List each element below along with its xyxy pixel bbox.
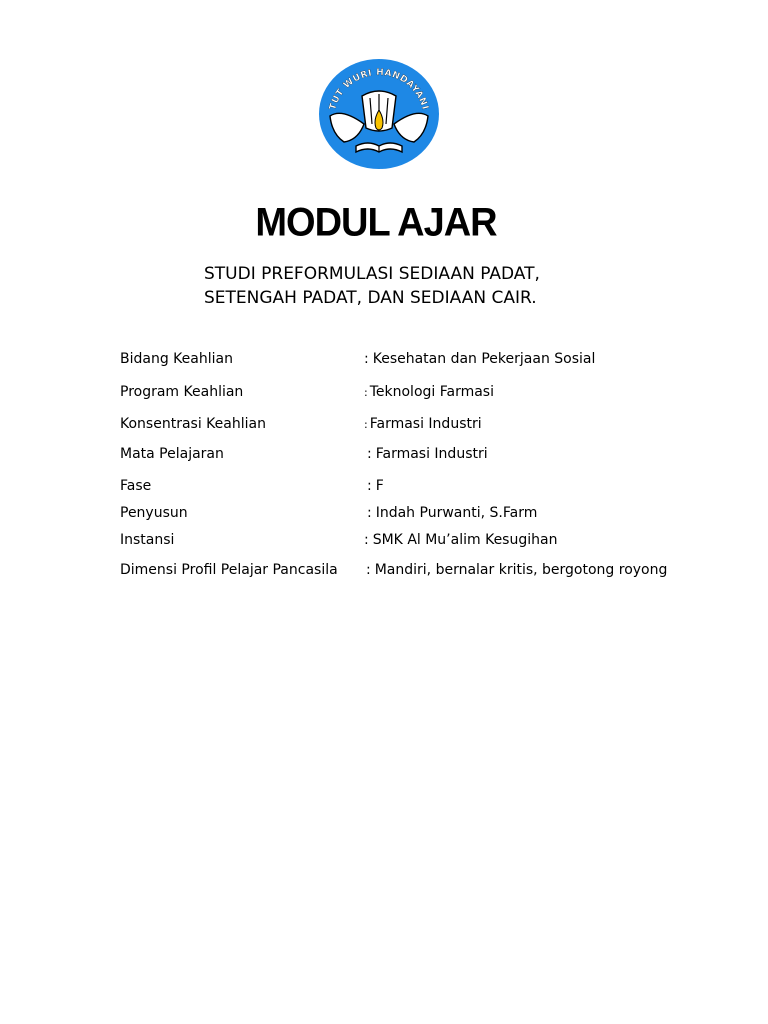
info-row-fase: [0, 476, 768, 496]
tut-wuri-handayani-logo-icon: [318, 58, 440, 170]
info-value: : Mandiri, bernalar kritis, bergotong royong: [366, 562, 668, 578]
info-label: Dimensi Profil Pelajar Pancasila: [120, 562, 338, 578]
info-label: Mata Pelajaran: [120, 446, 224, 462]
info-value: : F: [367, 478, 384, 494]
info-row-mata-pelajaran: [0, 444, 768, 464]
info-label: Penyusun: [120, 505, 188, 521]
subtitle-line-2: SETENGAH PADAT, DAN SEDIAAN CAIR.: [204, 288, 537, 308]
info-label: Konsentrasi Keahlian: [120, 416, 266, 432]
info-row-bidang-keahlian: [0, 349, 768, 369]
info-label: Bidang Keahlian: [120, 351, 233, 367]
info-label: Fase: [120, 478, 152, 494]
info-label: Instansi: [120, 532, 175, 548]
info-row-instansi: [0, 530, 768, 550]
info-value: : Teknologi Farmasi: [364, 384, 494, 400]
info-value: : SMK Al Mu’alim Kesugihan: [364, 532, 558, 548]
info-value: : Indah Purwanti, S.Farm: [367, 505, 538, 521]
info-row-konsentrasi-keahlian: [0, 414, 768, 434]
subtitle-line-1: STUDI PREFORMULASI SEDIAAN PADAT,: [204, 264, 540, 284]
logo-motto: TUT WURI HANDAYANI: [328, 67, 430, 112]
info-row-program-keahlian: [0, 382, 768, 402]
info-value: : Farmasi Industri: [364, 416, 482, 432]
info-row-penyusun: [0, 503, 768, 523]
document-subtitle: [204, 262, 724, 310]
info-value: : Kesehatan dan Pekerjaan Sosial: [364, 351, 596, 367]
info-label: Program Keahlian: [120, 384, 244, 400]
document-title: MODUL AJAR: [255, 200, 497, 246]
info-value: : Farmasi Industri: [367, 446, 488, 462]
info-row-dimensi-profil: [0, 560, 768, 580]
